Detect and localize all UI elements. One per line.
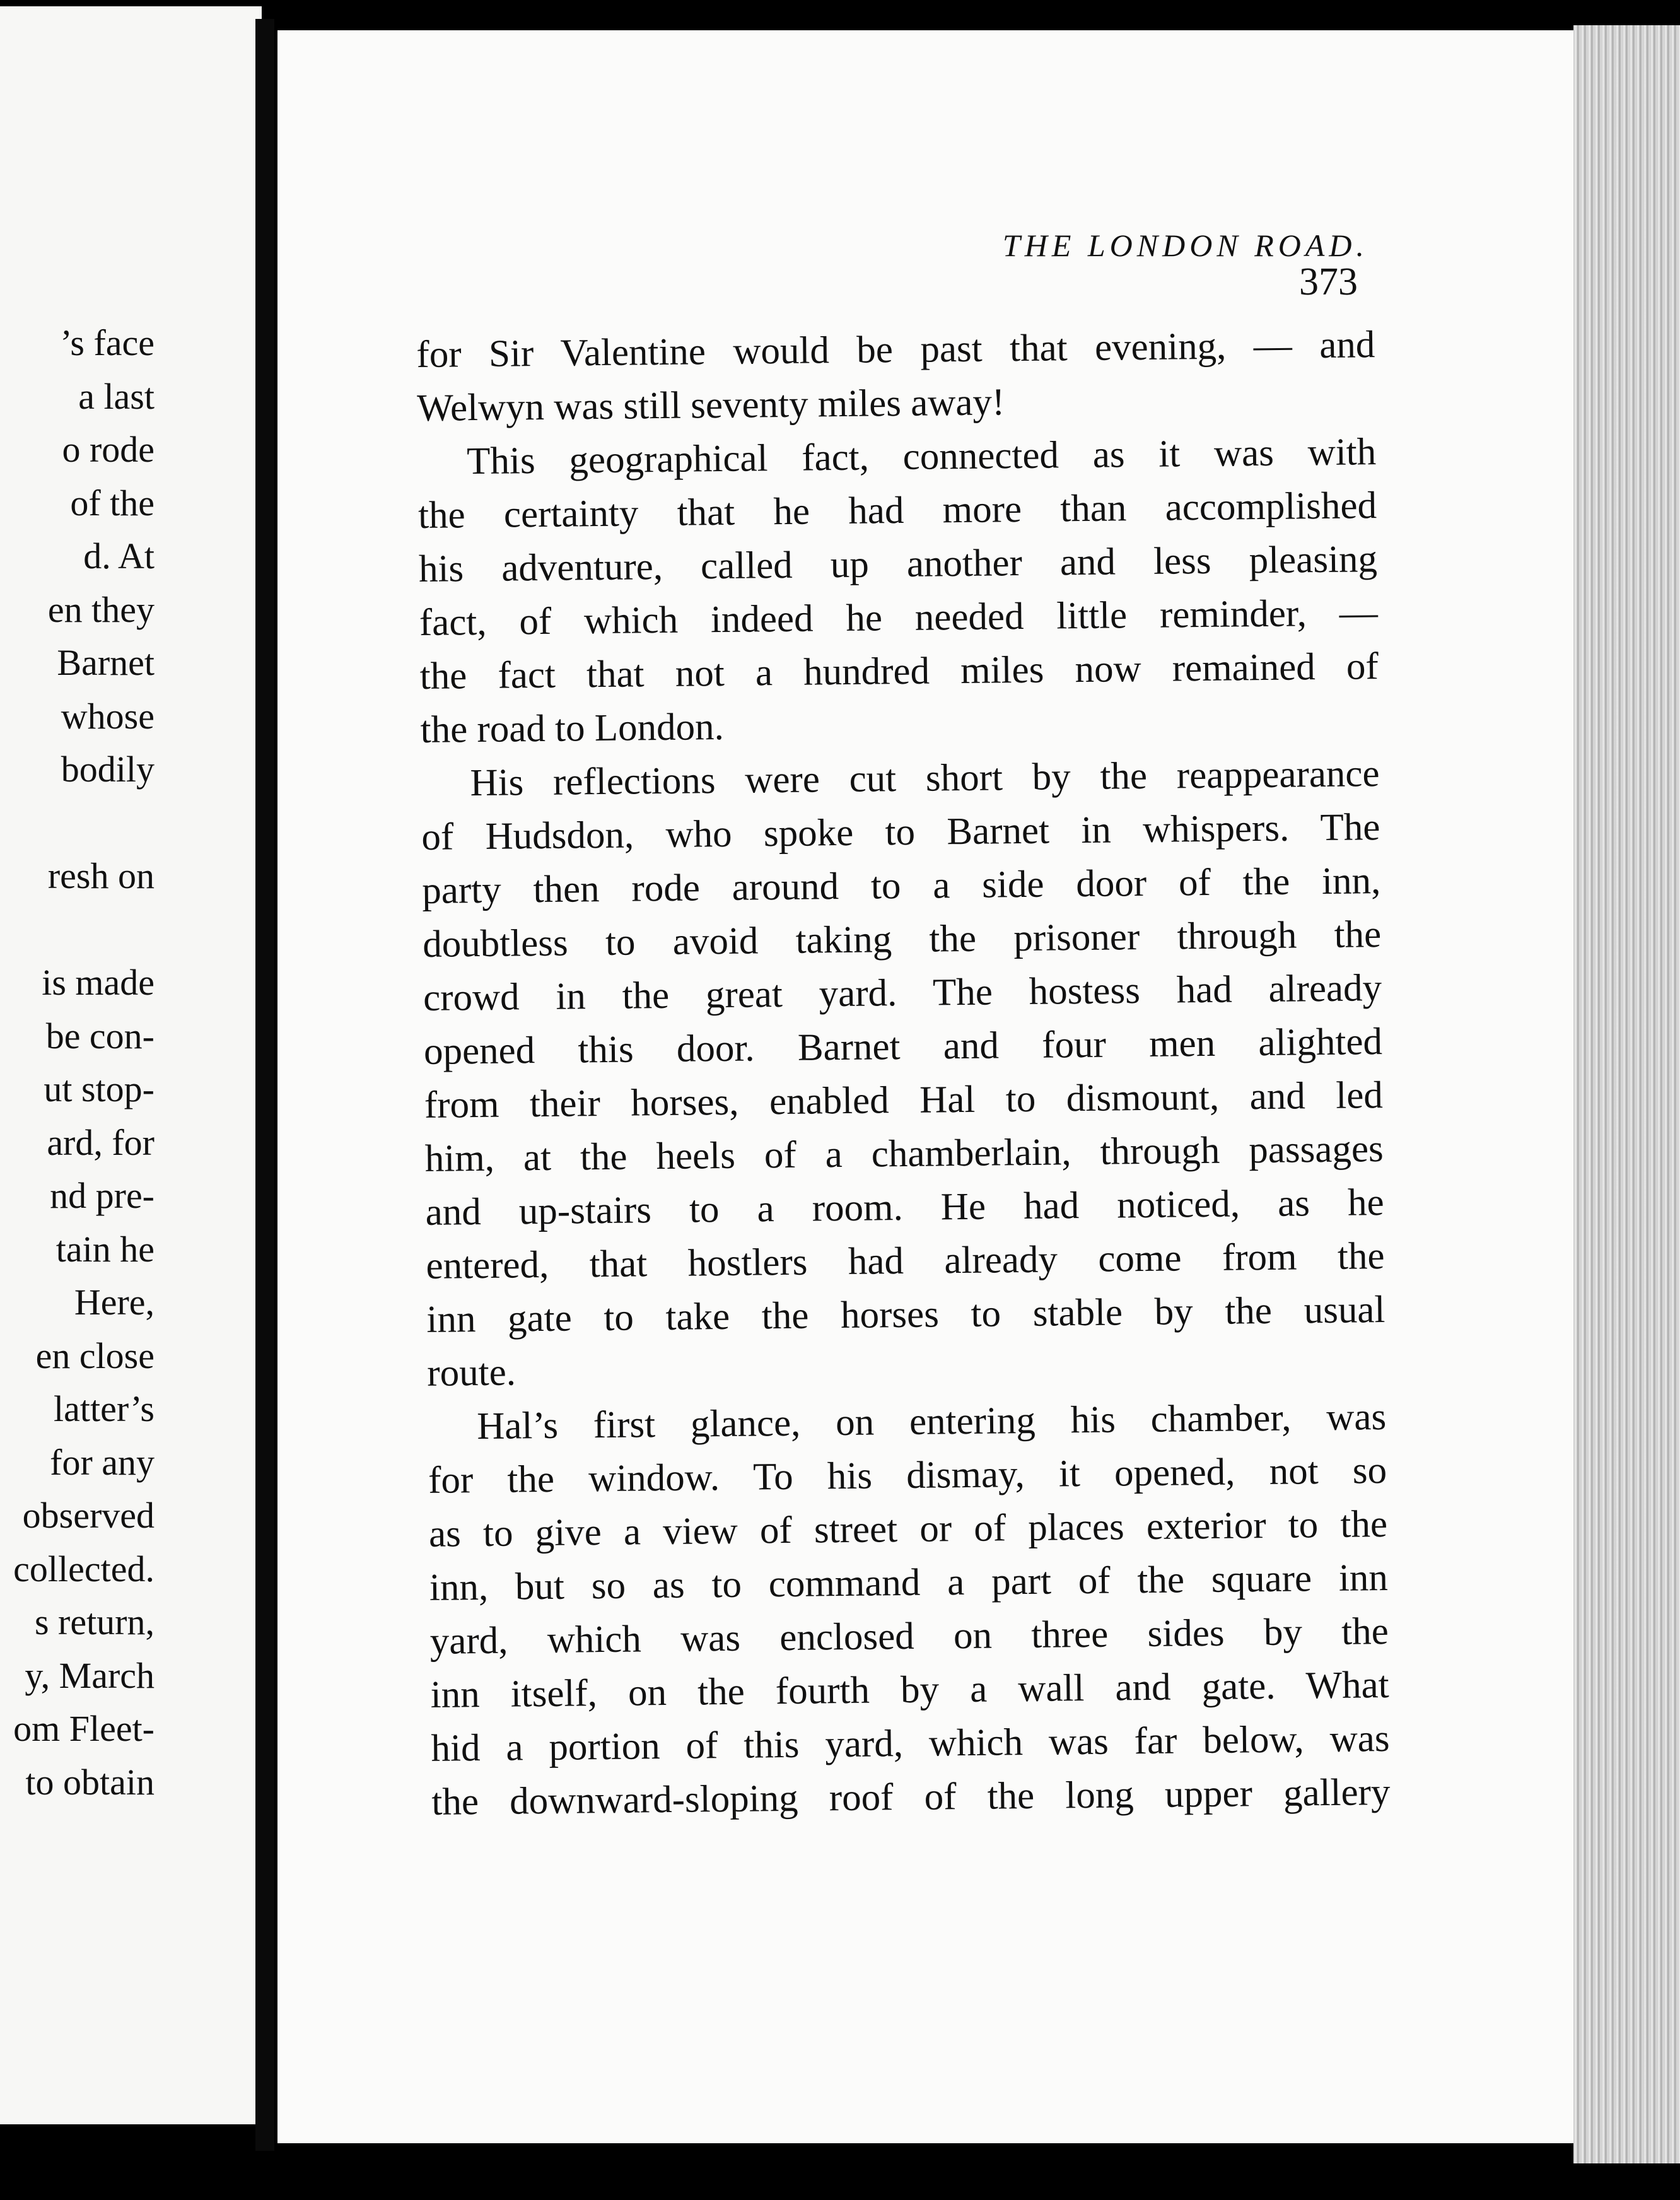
left-page-line: a last: [78, 375, 155, 417]
left-page-line: nd pre-: [50, 1175, 155, 1216]
text-line: the fact that not a hundred miles now remained of: [419, 645, 1379, 698]
text-line: Hal’s first glance, on entering his chamber, was: [476, 1395, 1387, 1448]
paragraph: [428, 1390, 1391, 1829]
left-page-line: tain he: [55, 1228, 155, 1270]
book-gutter: [255, 19, 274, 2151]
left-page-line: s return,: [34, 1601, 155, 1642]
text-line: entered, that hostlers had already come from the: [426, 1235, 1385, 1287]
text-line: route.: [427, 1351, 516, 1395]
text-line: inn, but so as to command a part of the square inn: [429, 1556, 1389, 1609]
left-page-line: latter’s: [54, 1388, 155, 1429]
paragraph: [421, 747, 1386, 1400]
text-line: hid a portion of this yard, which was far below, was: [431, 1717, 1390, 1770]
left-page-line: whose: [61, 695, 155, 737]
left-page-line: o rode: [62, 429, 155, 470]
text-line: doubtless to avoid taking the prisoner through the: [422, 913, 1382, 966]
left-page-line: om Fleet-: [13, 1708, 155, 1749]
left-page-line: y, March: [25, 1654, 155, 1696]
left-page-line: ’s face: [60, 322, 155, 363]
text-line: the downward-sloping roof of the long upper gallery: [431, 1770, 1391, 1823]
left-page-line: resh on: [47, 855, 155, 896]
left-page-line: d. At: [83, 535, 155, 576]
page-edges: [1573, 25, 1680, 2163]
page-number: 373: [1299, 260, 1358, 303]
text-line: Welwyn was still seventy miles away!: [416, 381, 1005, 430]
left-page-line: of the: [70, 482, 155, 524]
running-head: THE LONDON ROAD.: [1002, 228, 1368, 263]
left-page-line: ard, for: [47, 1121, 155, 1163]
text-line: crowd in the great yard. The hostess had already: [423, 967, 1382, 1019]
text-line: for the window. To his dismay, it opened, not so: [428, 1449, 1387, 1502]
text-line: This geographical fact, connected as it was with: [466, 431, 1377, 483]
left-page-line: ut stop-: [44, 1068, 155, 1109]
text-line: his adventure, called up another and less pleasing: [418, 538, 1378, 590]
left-page-line: collected.: [13, 1548, 155, 1589]
left-page-line: bodily: [61, 749, 155, 790]
text-line: from their horses, enabled Hal to dismount, and led: [424, 1074, 1384, 1126]
left-page-line: be con-: [45, 1015, 155, 1056]
text-line: inn itself, on the fourth by a wall and gate. What: [430, 1663, 1389, 1716]
text-line: for Sir Valentine would be past that evening, — and: [416, 324, 1375, 376]
text-line: of Hudsdon, who spoke to Barnet in whispers. The: [421, 806, 1380, 858]
left-page-line: observed: [22, 1495, 155, 1536]
left-page-line: en they: [47, 588, 155, 630]
text-line: the certainty that he had more than accomplished: [417, 484, 1377, 537]
text-line: fact, of which indeed he needed little reminder, —: [419, 592, 1379, 644]
text-line: and up-stairs to a room. He had noticed, as he: [425, 1181, 1384, 1234]
paragraph: [417, 425, 1379, 757]
left-page-line: for any: [50, 1441, 155, 1483]
facing-left-page: [0, 6, 262, 2124]
paragraph: [416, 318, 1376, 435]
text-line: yard, which was enclosed on three sides by the: [429, 1610, 1389, 1663]
text-line: opened this door. Barnet and four men alighted: [423, 1021, 1383, 1073]
text-line: as to give a view of street or of places exterior to the: [428, 1502, 1388, 1555]
body-text: [416, 318, 1391, 1829]
left-page-line: Barnet: [57, 642, 155, 683]
left-page-line: to obtain: [25, 1761, 155, 1803]
text-line: His reflections were cut short by the reappearance: [470, 752, 1380, 805]
text-line: party then rode around to a side door of the inn,: [421, 860, 1381, 912]
left-page-line: en close: [35, 1335, 155, 1376]
text-line: the road to London.: [420, 705, 725, 751]
text-line: him, at the heels of a chamberlain, through passages: [424, 1128, 1384, 1180]
left-page-line: is made: [42, 962, 155, 1003]
left-page-line: Here,: [74, 1282, 155, 1323]
text-line: inn gate to take the horses to stable by the usual: [426, 1288, 1385, 1341]
